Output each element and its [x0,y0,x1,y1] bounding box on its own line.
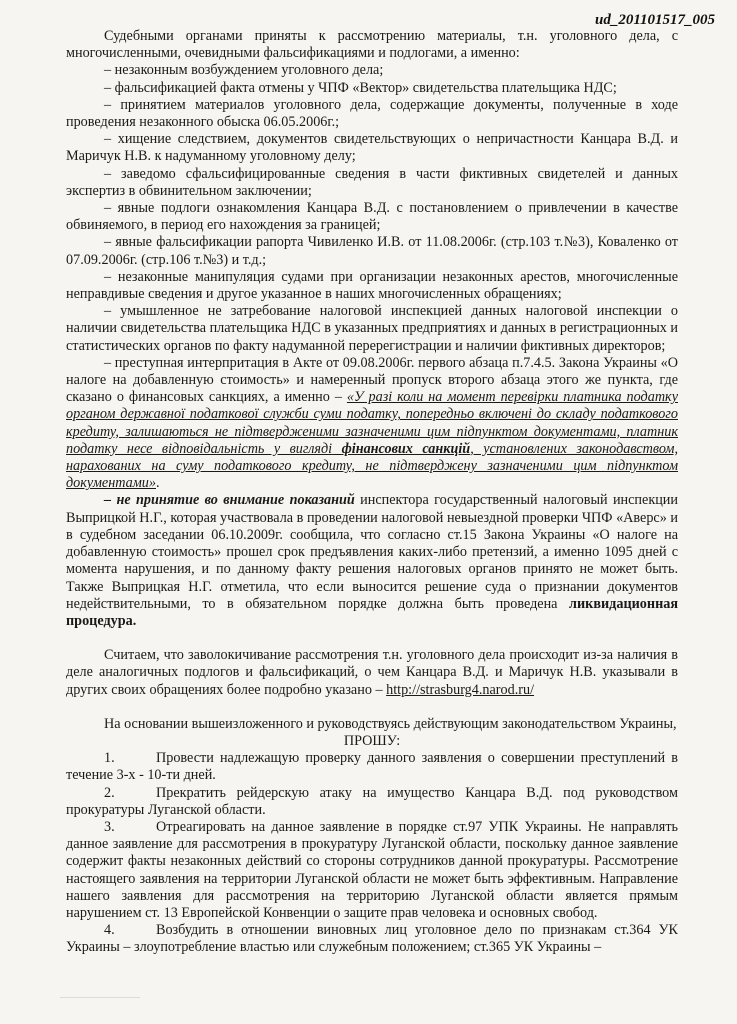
list-item: – незаконным возбуждением уголовного дела; [104,62,384,79]
law-quote-part-2: , установлених законодавством, нарахованих на суму податкового кредиту, не підтверджену зазначеними цим підпунктом документами» [66,440,679,492]
list-item: – хищение следствием, документов свидетельствующих о непричастности Канцара В.Д. и Маричук Н.В. к надуманному уголовному делу; [66,131,678,165]
inspector-lead: – не принятие во внимание показаний [104,492,355,509]
list-item: – принятием материалов уголовного дела, содержащие документы, полученные в ходе проведения незаконного обыска 06.05.2006г.; [66,96,678,131]
conclusion-text: Считаем, что заволокичивание рассмотрения т.н. уголовного дела происходит из-за наличия в деле аналогичных подлогов и фальсификаций, о чем Канцара В.Д. и Маричук Н.В. указывали в других своих обращениях более подробно указано – [66,647,678,698]
item-number: 3. [104,818,115,835]
request-item-2 [66,785,678,819]
intro-paragraph: Судебными органами приняты к рассмотрению материалы, т.н. уголовного дела, с многочисленными, очевидными фальсификациями и подлогами, а именно: [66,28,678,62]
list-item: – умышленное не затребование налоговой инспекцией данных налоговой инспекции о наличии свидетельства плательщика НДС в указанных предприятиях и данных в регистрационных и статистических органов по факту надуманной перерегистрации и наличии фиктивных директоров; [66,303,678,354]
conclusion-paragraph [66,647,678,699]
item-text: Отреагировать на данное заявление в порядке ст.97 УПК Украины. Не направлять данное заявление для рассмотрения в прокуратуру Луганской области, поскольку данное заявление содержит факты незаконных действий со стороны сотрудников данной прокуратуры. Рассмотрение настоящего заявления на территории Луганской области не может быть эффективным. Направление нашего заявления для рассмотрения на территорию Луганской области является прямым нарушением ст. 13 Европейской Конвенции о защите прав человека и основных свобод. [66,818,678,921]
list-item-inspector [66,492,678,630]
law-quote-part-1: «У разі коли на момент перевірки платника податку органом державної податкової служби суми податку, попередньо включені до складу податкового кредиту, залишаються не підтвердженими зазначеними цим підпунктом документами, платник податку несе відповідальність у вигляді [66,389,678,457]
faint-stamp-mark [60,997,140,1016]
item-text: Прекратить рейдерскую атаку на имущество Канцара В.Д. под руководством прокуратуры Луганской области. [66,784,678,818]
item-number: 4. [104,922,115,939]
liquidation-procedure: ликвидационная процедура. [66,595,679,629]
basis-paragraph: На основании вышеизложенного и руководствуясь действующим законодательством Украины, [104,715,677,732]
list-item-tax-act [66,355,678,493]
tax-act-text: – преступная интерпритация в Акте от 09.08.2006г. первого абзаца п.7.4.5. Закона Украины «О налоге на добавленную стоимость» и намеренный пропуск второго абзаца этого же пункта, где сказано о финансовых санкциях, а именно – [66,354,678,406]
document-id: ud_201101517_005 [594,12,715,28]
period: . [156,475,160,492]
item-number: 2. [104,784,115,801]
item-text: Возбудить в отношении виновных лиц уголовное дело по признакам ст.364 УК Украины – злоупотребление властью или служебным положением; ст.365 УК Украины – [66,922,678,956]
list-item: – заведомо сфальсифицированные сведения в части фиктивных свидетелей и данных экспертиз в обвинительном заключении; [66,165,678,199]
law-quote-bold: фінансових санкцій [341,440,471,457]
list-item: – фальсификацией факта отмены у ЧПФ «Вектор» свидетельства плательщика НДС; [104,79,617,96]
item-text: Провести надлежащую проверку данного заявления о совершении преступлений в течение 3-х - 10-ти дней. [66,750,678,784]
request-heading: ПРОШУ: [343,732,401,749]
request-item-3 [66,819,678,922]
list-item: – незаконные манипуляция судами при организации незаконных арестов, многочисленные неправдивые сведения и другое указанное в наших многочисленных обращениях; [66,268,678,303]
list-item: – явные подлоги ознакомления Канцара В.Д. с постановлением о привлечении в качестве обвиняемого, в период его нахождения за границей; [66,200,678,234]
inspector-text: инспектора государственный налоговый инспекции Выприцкой Н.Г., которая участвовала в проведении налоговой невыездной проверки ЧПФ «Аверс» и в судебном заседании 06.10.2009г. сообщила, что согласно ст.15 Закона Украины «О налоге на добавленную стоимость» прошел срок предъявления каких-либо претензий, а именно 1095 дней с момента нарушения, и по данному факту решения налоговых органов принято не может быть. Также Выприцкая Н.Г. отметила, что если выносится решение суда о признании документов недействительными, то в обязательном порядке должна быть проведена [66,492,678,612]
document-body [66,28,678,957]
list-item: – явные фальсификации рапорта Чивиленко И.В. от 11.08.2006г. (стр.103 т.№3), Коваленко от 07.09.2006г. (стр.106 т.№3) и т.д.; [66,234,678,268]
request-item-4 [66,922,678,956]
item-number: 1. [104,750,115,767]
strasburg-link[interactable]: http://strasburg4.narod.ru/ [386,681,535,698]
request-item-1 [66,750,678,784]
